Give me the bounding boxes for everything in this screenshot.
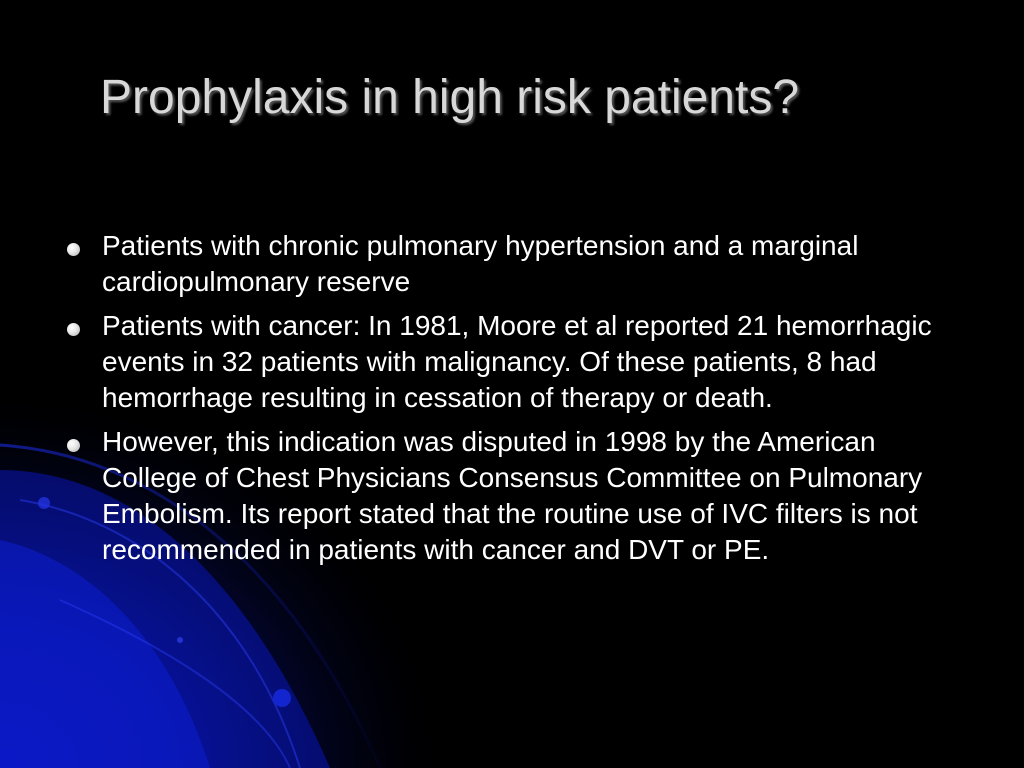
bullet-dot-icon [67,243,80,256]
bullet-item [60,308,960,416]
bullet-text: Patients with chronic pulmonary hypertension and a marginal cardiopulmonary reserve [102,230,859,297]
bullet-list [60,228,960,576]
slide-title: Prophylaxis in high risk patients? [100,71,800,124]
bullet-dot-icon [67,439,80,452]
bullet-item [60,228,960,300]
bullet-text: Patients with cancer: In 1981, Moore et al reported 21 hemorrhagic events in 32 patients with malignancy. Of these patients, 8 had hemorrhage resulting in cessation of therapy or death. [102,310,932,413]
bullet-text: However, this indication was disputed in 1998 by the American College of Chest Physicians Consensus Committee on Pulmonary Embolism. Its report stated that the routine use of IVC filters is not recommended in patients with cancer and DVT or PE. [102,426,923,565]
bullet-item [60,424,960,568]
bullet-dot-icon [67,323,80,336]
